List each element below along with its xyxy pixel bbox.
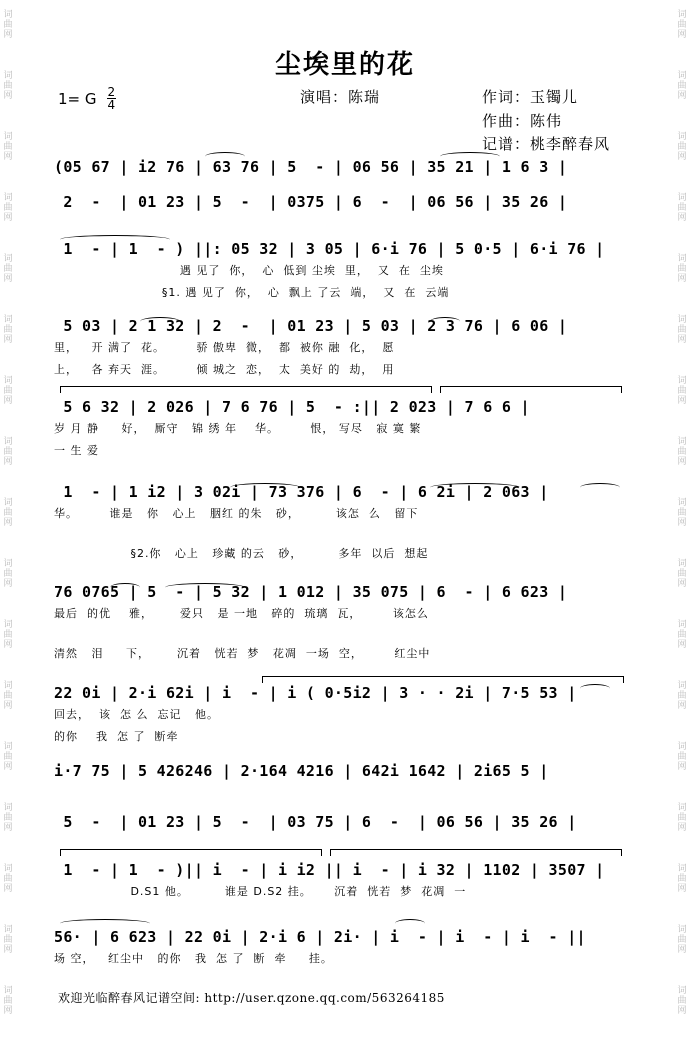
- watermark-glyph: 曲: [3, 569, 13, 579]
- watermark-glyph: 曲: [3, 752, 13, 762]
- watermark-block: [3, 620, 12, 650]
- watermark-glyph: 曲: [677, 264, 687, 274]
- lyric-line: 里， 开 满了 花。 骄 傲卑 微， 都 被你 融 化， 愿: [54, 341, 395, 354]
- watermark-glyph: 曲: [677, 752, 687, 762]
- watermark-glyph: 曲: [677, 813, 687, 823]
- watermark-glyph: 曲: [677, 447, 687, 457]
- watermark-glyph: 词: [677, 10, 687, 20]
- score-title: 尘埃里的花: [274, 50, 415, 80]
- watermark-block: [3, 376, 12, 406]
- watermark-glyph: 网: [3, 152, 13, 162]
- notation-line: 5 - | 01 23 | 5 - | 03 75 | 6 - | 06 56 | 35 26 |: [54, 813, 577, 831]
- watermark-block: [677, 803, 686, 833]
- watermark-block: [677, 742, 686, 772]
- watermark-glyph: 网: [3, 274, 13, 284]
- watermark-block: [677, 986, 686, 1016]
- score-system: [54, 398, 632, 458]
- composer-credit: 作曲：陈伟: [482, 112, 563, 130]
- watermark-glyph: 网: [677, 762, 687, 772]
- watermark-glyph: 词: [3, 437, 13, 447]
- lyric-line: D.S1 他。 谁是 D.S2 挂。 沉着 恍若 梦 花凋 一: [54, 885, 467, 898]
- watermark-glyph: 曲: [677, 996, 687, 1006]
- time-signature-numerator: 2: [107, 85, 116, 99]
- lyric-line: 最后 的优 雅， 爱只 是 一地 碎的 琉璃 瓦， 该怎么: [54, 607, 429, 620]
- slur-mark: [580, 684, 610, 693]
- watermark-glyph: 网: [677, 30, 687, 40]
- watermark-glyph: 曲: [3, 203, 13, 213]
- slur-mark: [140, 317, 180, 326]
- notation-line: 76 0765 | 5 - | 5 32 | 1 012 | 35 075 | 6 - | 6 623 |: [54, 583, 568, 601]
- footer-link-text: 欢迎光临醉春风记谱空间: http://user.qzone.qq.com/563264185: [58, 991, 445, 1005]
- lyric-line: 回去， 该 怎 么 忘记 他。: [54, 708, 219, 721]
- watermark-glyph: 词: [3, 803, 13, 813]
- watermark-block: [3, 193, 12, 223]
- watermark-glyph: 曲: [3, 813, 13, 823]
- watermark-glyph: 词: [3, 315, 13, 325]
- notation-line: (05 67 | i2 76 | 63 76 | 5 - | 06 56 | 35 21 | 1 6 3 |: [54, 158, 568, 176]
- volta-bracket: [60, 849, 322, 856]
- volta-bracket: [60, 386, 432, 393]
- watermark-block: [3, 864, 12, 894]
- notation-line: 1 - | 1 i2 | 3 02i | 73 376 | 6 - | 6 2i | 2 063 |: [54, 483, 549, 501]
- time-signature: [107, 86, 117, 111]
- lyric-line: [54, 627, 632, 639]
- watermark-glyph: 词: [677, 376, 687, 386]
- slur-mark: [440, 152, 500, 161]
- watermark-block: [677, 925, 686, 955]
- watermark-block: [677, 864, 686, 894]
- watermark-glyph: 曲: [677, 81, 687, 91]
- slur-mark: [165, 583, 245, 592]
- notation-line: i·7 75 | 5 426246 | 2·164 4216 | 642i 1642 | 2i65 5 |: [54, 762, 549, 780]
- watermark-glyph: 网: [677, 396, 687, 406]
- watermark-glyph: 网: [677, 579, 687, 589]
- watermark-glyph: 网: [3, 91, 13, 101]
- watermark-glyph: 词: [677, 193, 687, 203]
- watermark-glyph: 曲: [3, 142, 13, 152]
- watermark-block: [677, 193, 686, 223]
- slur-mark: [430, 317, 460, 326]
- watermark-block: [3, 986, 12, 1016]
- watermark-glyph: 曲: [677, 325, 687, 335]
- watermark-glyph: 网: [677, 152, 687, 162]
- watermark-glyph: 曲: [677, 935, 687, 945]
- score-system: [54, 583, 632, 661]
- watermark-glyph: 网: [3, 1006, 13, 1016]
- score-system: [54, 861, 632, 899]
- watermark-glyph: 词: [677, 254, 687, 264]
- watermark-glyph: 曲: [3, 20, 13, 30]
- watermark-glyph: 词: [677, 71, 687, 81]
- watermark-block: [677, 681, 686, 711]
- watermark-block: [3, 315, 12, 345]
- lyric-line: 岁 月 静 好， 厮守 锦 绣 年 华。 恨， 写尽 寂 寞 繁: [54, 422, 422, 435]
- watermark-glyph: 网: [3, 579, 13, 589]
- watermark-block: [677, 315, 686, 345]
- lyric-line: [54, 527, 632, 539]
- watermark-glyph: 曲: [677, 630, 687, 640]
- watermark-block: [677, 376, 686, 406]
- watermark-glyph: 词: [677, 559, 687, 569]
- watermark-block: [3, 681, 12, 711]
- watermark-glyph: 词: [677, 925, 687, 935]
- watermark-glyph: 网: [677, 823, 687, 833]
- lyric-line: 一 生 爱: [54, 444, 99, 457]
- watermark-glyph: 网: [677, 701, 687, 711]
- watermark-glyph: 词: [3, 71, 13, 81]
- watermark-block: [3, 132, 12, 162]
- notation-line: 5 6 32 | 2 026 | 7 6 76 | 5 - :|| 2 023 | 7 6 6 |: [54, 398, 530, 416]
- watermark-glyph: 曲: [677, 20, 687, 30]
- watermark-block: [677, 498, 686, 528]
- watermark-glyph: 网: [3, 213, 13, 223]
- lyric-line: §1. 遇 见了 你， 心 飘上 了云 端， 又 在 云端: [54, 286, 450, 299]
- watermark-glyph: 词: [3, 132, 13, 142]
- watermark-block: [3, 925, 12, 955]
- watermark-glyph: 网: [3, 701, 13, 711]
- watermark-glyph: 曲: [3, 264, 13, 274]
- watermark-block: [3, 254, 12, 284]
- watermark-glyph: 曲: [3, 508, 13, 518]
- watermark-glyph: 词: [3, 559, 13, 569]
- watermark-glyph: 曲: [3, 935, 13, 945]
- watermark-glyph: 曲: [677, 691, 687, 701]
- watermark-glyph: 曲: [3, 325, 13, 335]
- watermark-glyph: 网: [677, 1006, 687, 1016]
- watermark-glyph: 曲: [3, 447, 13, 457]
- lyric-line: 场 空， 红尘中 的你 我 怎 了 断 牵 挂。: [54, 952, 333, 965]
- slur-mark: [110, 583, 140, 592]
- notation-line: 2 - | 01 23 | 5 - | 0375 | 6 - | 06 56 | 35 26 |: [54, 193, 568, 211]
- score-system: [54, 684, 632, 744]
- transcriber-credit: 记谱：桃李醉春风: [482, 135, 611, 153]
- watermark-glyph: 曲: [3, 630, 13, 640]
- watermark-glyph: 曲: [677, 508, 687, 518]
- watermark-block: [3, 803, 12, 833]
- watermark-block: [3, 10, 12, 40]
- score-system: [54, 240, 632, 300]
- volta-bracket: [330, 849, 622, 856]
- watermark-glyph: 网: [3, 30, 13, 40]
- slur-mark: [395, 919, 425, 928]
- score-system: [54, 317, 632, 377]
- watermark-glyph: 词: [677, 437, 687, 447]
- score-system: [54, 158, 632, 176]
- watermark-glyph: 词: [3, 193, 13, 203]
- lyric-line: 遇 见了 你， 心 低到 尘埃 里， 又 在 尘埃: [54, 264, 444, 277]
- watermark-glyph: 曲: [3, 386, 13, 396]
- watermark-glyph: 网: [3, 945, 13, 955]
- score-system: [54, 762, 632, 780]
- watermark-glyph: 曲: [677, 569, 687, 579]
- key-label: 1= G: [58, 89, 97, 108]
- watermark-block: [677, 132, 686, 162]
- watermark-glyph: 网: [677, 945, 687, 955]
- watermark-glyph: 网: [677, 884, 687, 894]
- watermark-glyph: 词: [3, 376, 13, 386]
- lyric-line: 清然 泪 下， 沉着 恍若 梦 花凋 一场 空， 红尘中: [54, 647, 431, 660]
- watermark-block: [3, 742, 12, 772]
- slur-mark: [580, 483, 620, 492]
- watermark-glyph: 词: [677, 742, 687, 752]
- watermark-glyph: 网: [677, 457, 687, 467]
- watermark-glyph: 网: [3, 884, 13, 894]
- watermark-glyph: 词: [677, 986, 687, 996]
- lyric-line: 的你 我 怎 了 断牵: [54, 730, 179, 743]
- watermark-glyph: 网: [3, 518, 13, 528]
- watermark-glyph: 词: [3, 498, 13, 508]
- lyric-line: §2.你 心上 珍藏 的云 砂， 多年 以后 想起: [54, 547, 429, 560]
- watermark-block: [677, 10, 686, 40]
- watermark-glyph: 网: [3, 335, 13, 345]
- slur-mark: [205, 152, 245, 161]
- watermark-glyph: 词: [677, 315, 687, 325]
- watermark-glyph: 词: [3, 864, 13, 874]
- lyricist-credit: 作词：玉镯儿: [482, 88, 579, 106]
- watermark-glyph: 网: [677, 335, 687, 345]
- watermark-block: [677, 559, 686, 589]
- lyric-line: 华。 谁是 你 心上 胭红 的朱 砂， 该怎 么 留下: [54, 507, 419, 520]
- watermark-block: [3, 498, 12, 528]
- watermark-glyph: 曲: [3, 874, 13, 884]
- watermark-glyph: 网: [3, 762, 13, 772]
- volta-bracket: [262, 676, 624, 683]
- watermark-glyph: 词: [3, 986, 13, 996]
- watermark-glyph: 曲: [3, 996, 13, 1006]
- score-system: [54, 813, 632, 831]
- score-system: [54, 483, 632, 561]
- watermark-glyph: 曲: [677, 203, 687, 213]
- watermark-glyph: 曲: [677, 874, 687, 884]
- watermark-glyph: 网: [677, 640, 687, 650]
- watermark-glyph: 网: [677, 274, 687, 284]
- watermark-glyph: 曲: [677, 386, 687, 396]
- watermark-glyph: 曲: [677, 142, 687, 152]
- watermark-glyph: 词: [677, 132, 687, 142]
- watermark-block: [677, 254, 686, 284]
- watermark-glyph: 词: [3, 925, 13, 935]
- watermark-glyph: 网: [3, 396, 13, 406]
- volta-bracket: [440, 386, 622, 393]
- watermark-glyph: 网: [3, 640, 13, 650]
- lyric-line: 上， 各 弃天 涯。 倾 城之 恋， 太 美好 的 劫， 用: [54, 363, 395, 376]
- slur-mark: [230, 483, 300, 492]
- watermark-block: [677, 437, 686, 467]
- watermark-block: [3, 559, 12, 589]
- notation-line: 5 03 | 2 1 32 | 2 - | 01 23 | 5 03 | 2 3 76 | 6 06 |: [54, 317, 568, 335]
- notation-line: 1 - | 1 - )|| i - | i i2 || i - | i 32 | 1102 | 3507 |: [54, 861, 605, 879]
- watermark-glyph: 网: [3, 457, 13, 467]
- singer-credit: 演唱：陈瑞: [300, 88, 381, 106]
- watermark-block: [677, 620, 686, 650]
- slur-mark: [430, 483, 520, 492]
- watermark-glyph: 曲: [3, 81, 13, 91]
- notation-line: 1 - | 1 - ) ||: 05 32 | 3 05 | 6·i 76 | 5 0·5 | 6·i 76 |: [54, 240, 605, 258]
- key-signature: [58, 86, 116, 111]
- watermark-glyph: 词: [3, 742, 13, 752]
- watermark-glyph: 词: [677, 864, 687, 874]
- watermark-glyph: 词: [677, 803, 687, 813]
- time-signature-denominator: 4: [107, 98, 116, 112]
- watermark-glyph: 词: [677, 681, 687, 691]
- watermark-glyph: 曲: [3, 691, 13, 701]
- watermark-glyph: 词: [677, 620, 687, 630]
- watermark-left: [0, 0, 16, 1038]
- watermark-glyph: 词: [677, 498, 687, 508]
- score-system: [54, 928, 632, 966]
- watermark-glyph: 网: [677, 518, 687, 528]
- watermark-glyph: 网: [3, 823, 13, 833]
- watermark-glyph: 网: [677, 91, 687, 101]
- slur-mark: [60, 235, 170, 244]
- watermark-right: [674, 0, 690, 1038]
- notation-line: 22 0i | 2·i 62i | i - | i ( 0·5i2 | 3 · · 2i | 7·5 53 |: [54, 684, 577, 702]
- watermark-glyph: 词: [3, 10, 13, 20]
- slur-mark: [60, 919, 150, 928]
- watermark-block: [3, 437, 12, 467]
- watermark-glyph: 词: [3, 254, 13, 264]
- watermark-glyph: 词: [3, 681, 13, 691]
- watermark-glyph: 词: [3, 620, 13, 630]
- notation-line: 56· | 6 623 | 22 0i | 2·i 6 | 2i· | i - | i - | i - ||: [54, 928, 586, 946]
- score-system: [54, 193, 632, 211]
- watermark-glyph: 网: [677, 213, 687, 223]
